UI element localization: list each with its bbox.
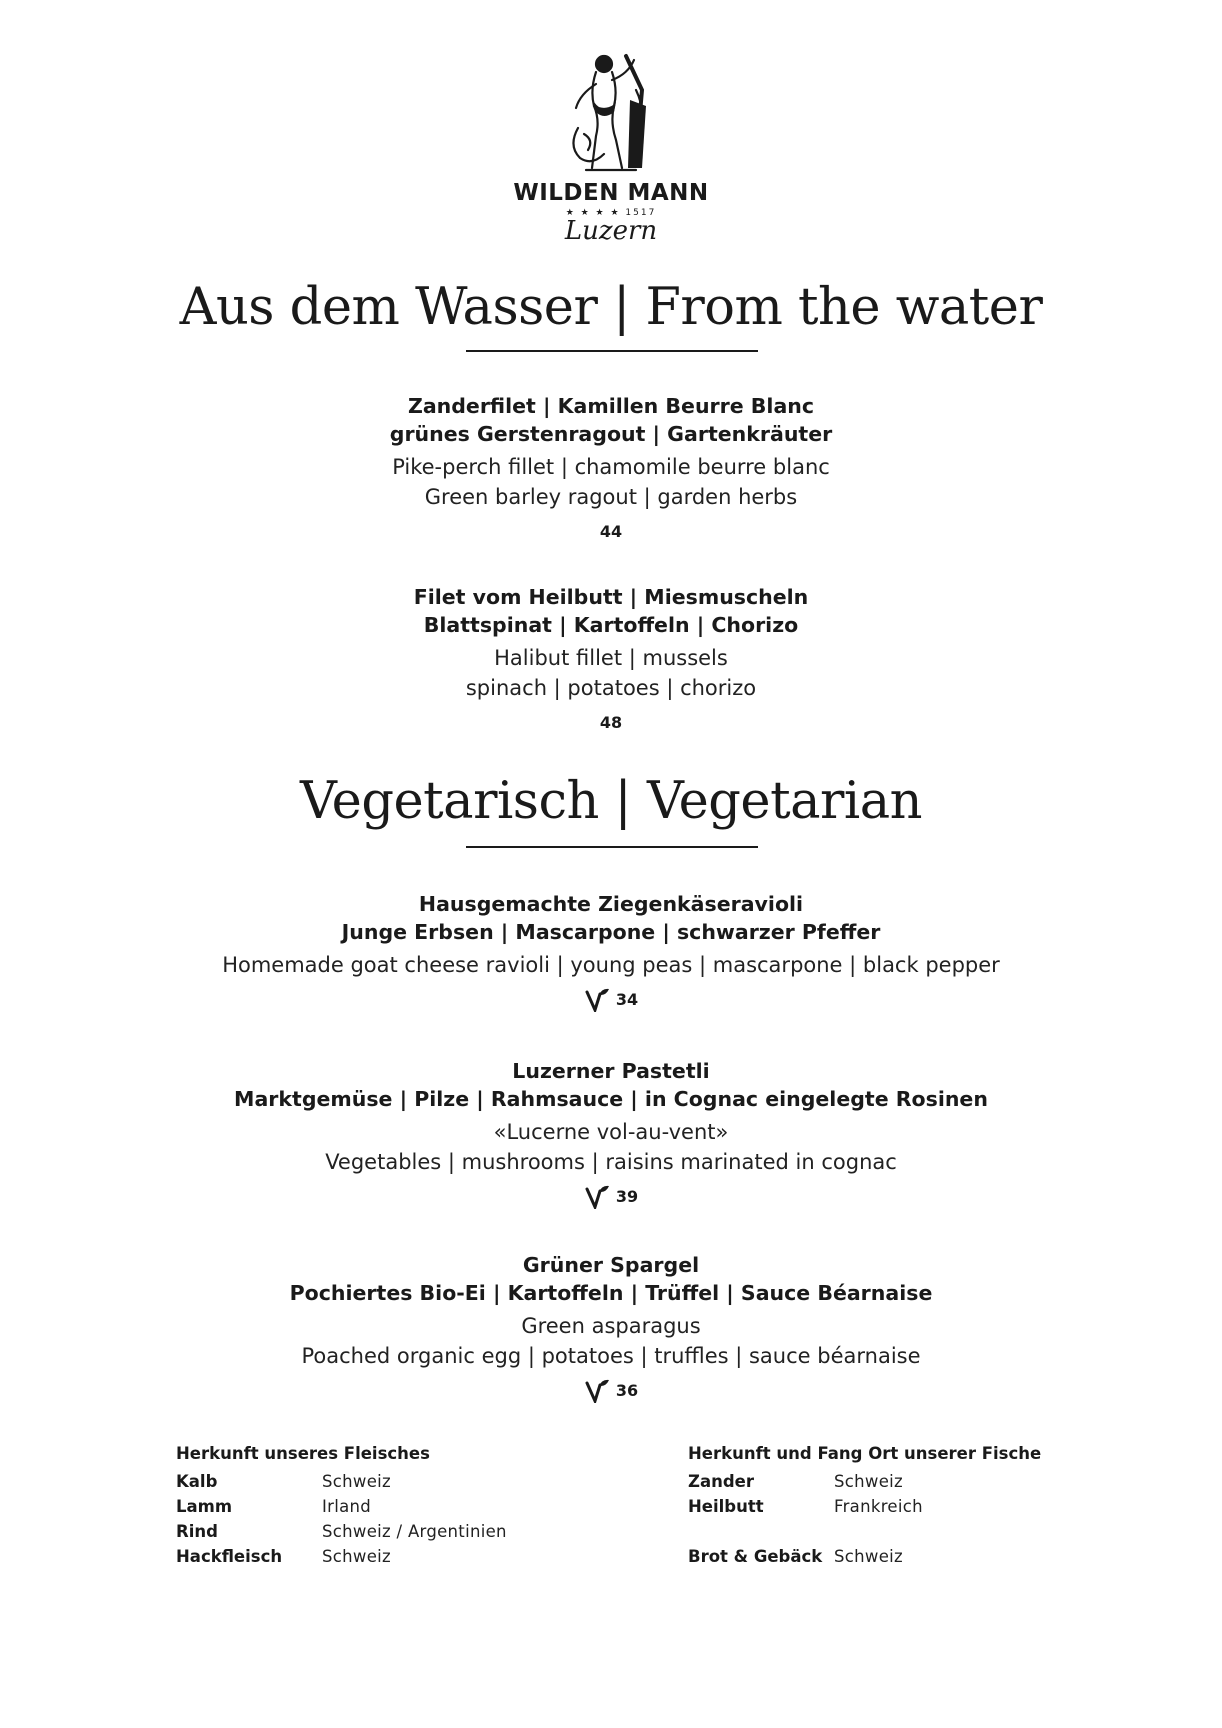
dish-name-de: Marktgemüse | Pilze | Rahmsauce | in Cognac eingelegte Rosinen [234,1087,988,1111]
dish-lucerne-pastetli [0,1057,1222,1209]
origin-heading: Herkunft und Fang Ort unserer Fische [688,1444,1042,1463]
dish-name-en: Pike-perch fillet | chamomile beurre blanc [392,455,830,479]
dish-pike-perch [0,392,1222,544]
dish-name-en: Homemade goat cheese ravioli | young peas | mascarpone | black pepper [222,953,1000,977]
origin-heading: Herkunft unseres Fleisches [176,1444,430,1463]
dish-name-en: «Lucerne vol-au-vent» [493,1120,729,1144]
brand-stars: ★ ★ ★ ★ 1517 [565,208,657,218]
dish-name-en: Halibut fillet | mussels [494,646,728,670]
dish-name-de: grünes Gerstenragout | Gartenkräuter [389,422,833,446]
origin-row [688,1519,1041,1544]
dish-price: 34 [615,989,639,1009]
origin-row: Zander Schweiz [688,1472,903,1491]
section-title-water: Aus dem Wasser | From the water [179,278,1043,337]
dish-name-de: Blattspinat | Kartoffeln | Chorizo [423,613,799,637]
section-title-vegetarian: Vegetarisch | Vegetarian [300,772,922,831]
dish-name-de: Luzerner Pastetli [512,1059,710,1083]
dish-name-de: Zanderfilet | Kamillen Beurre Blanc [407,394,815,418]
dish-price: 48 [599,712,623,732]
dish-name-en: Green asparagus [521,1314,701,1338]
brand-script: Luzern [564,216,658,246]
section-divider [466,846,758,848]
dish-name-en: Green barley ragout | garden herbs [424,485,798,509]
dish-name-en: Vegetables | mushrooms | raisins marinated in cognac [325,1150,897,1174]
section-divider [466,350,758,352]
vegetarian-leaf-icon [584,1183,610,1209]
dish-name-de: Filet vom Heilbutt | Miesmuscheln [413,585,809,609]
vegetarian-leaf-icon [584,986,610,1012]
dish-price: 44 [599,521,623,541]
dish-name-de: Grüner Spargel [522,1253,700,1277]
dish-name-de: Junge Erbsen | Mascarpone | schwarzer Pfeffer [341,920,881,944]
brand-name: WILDEN MANN [513,180,709,206]
wild-man-figure-icon [566,50,656,176]
origin-row: Lamm Irland [176,1497,372,1516]
dish-halibut [0,583,1222,735]
origin-row: Kalb Schweiz [176,1472,391,1491]
origin-meat-table [176,1444,507,1569]
dish-name-en: Poached organic egg | potatoes | truffles | sauce béarnaise [301,1344,921,1368]
origin-fish-table [688,1444,1041,1569]
vegetarian-leaf-icon [584,1377,610,1403]
dish-price: 39 [615,1186,639,1206]
origin-row: Rind Schweiz / Argentinien [176,1522,507,1541]
dish-price: 36 [615,1380,639,1400]
dish-green-asparagus [0,1251,1222,1403]
origin-row: Heilbutt Frankreich [688,1497,923,1516]
dish-name-en: spinach | potatoes | chorizo [465,676,757,700]
origin-row: Hackfleisch Schweiz [176,1547,391,1566]
dish-name-de: Pochiertes Bio-Ei | Kartoffeln | Trüffel | Sauce Béarnaise [289,1281,933,1305]
logo [0,50,1222,246]
dish-goat-cheese-ravioli [0,890,1222,1012]
dish-name-de: Hausgemachte Ziegenkäseravioli [418,892,804,916]
origin-row: Brot & Gebäck Schweiz [688,1547,903,1566]
